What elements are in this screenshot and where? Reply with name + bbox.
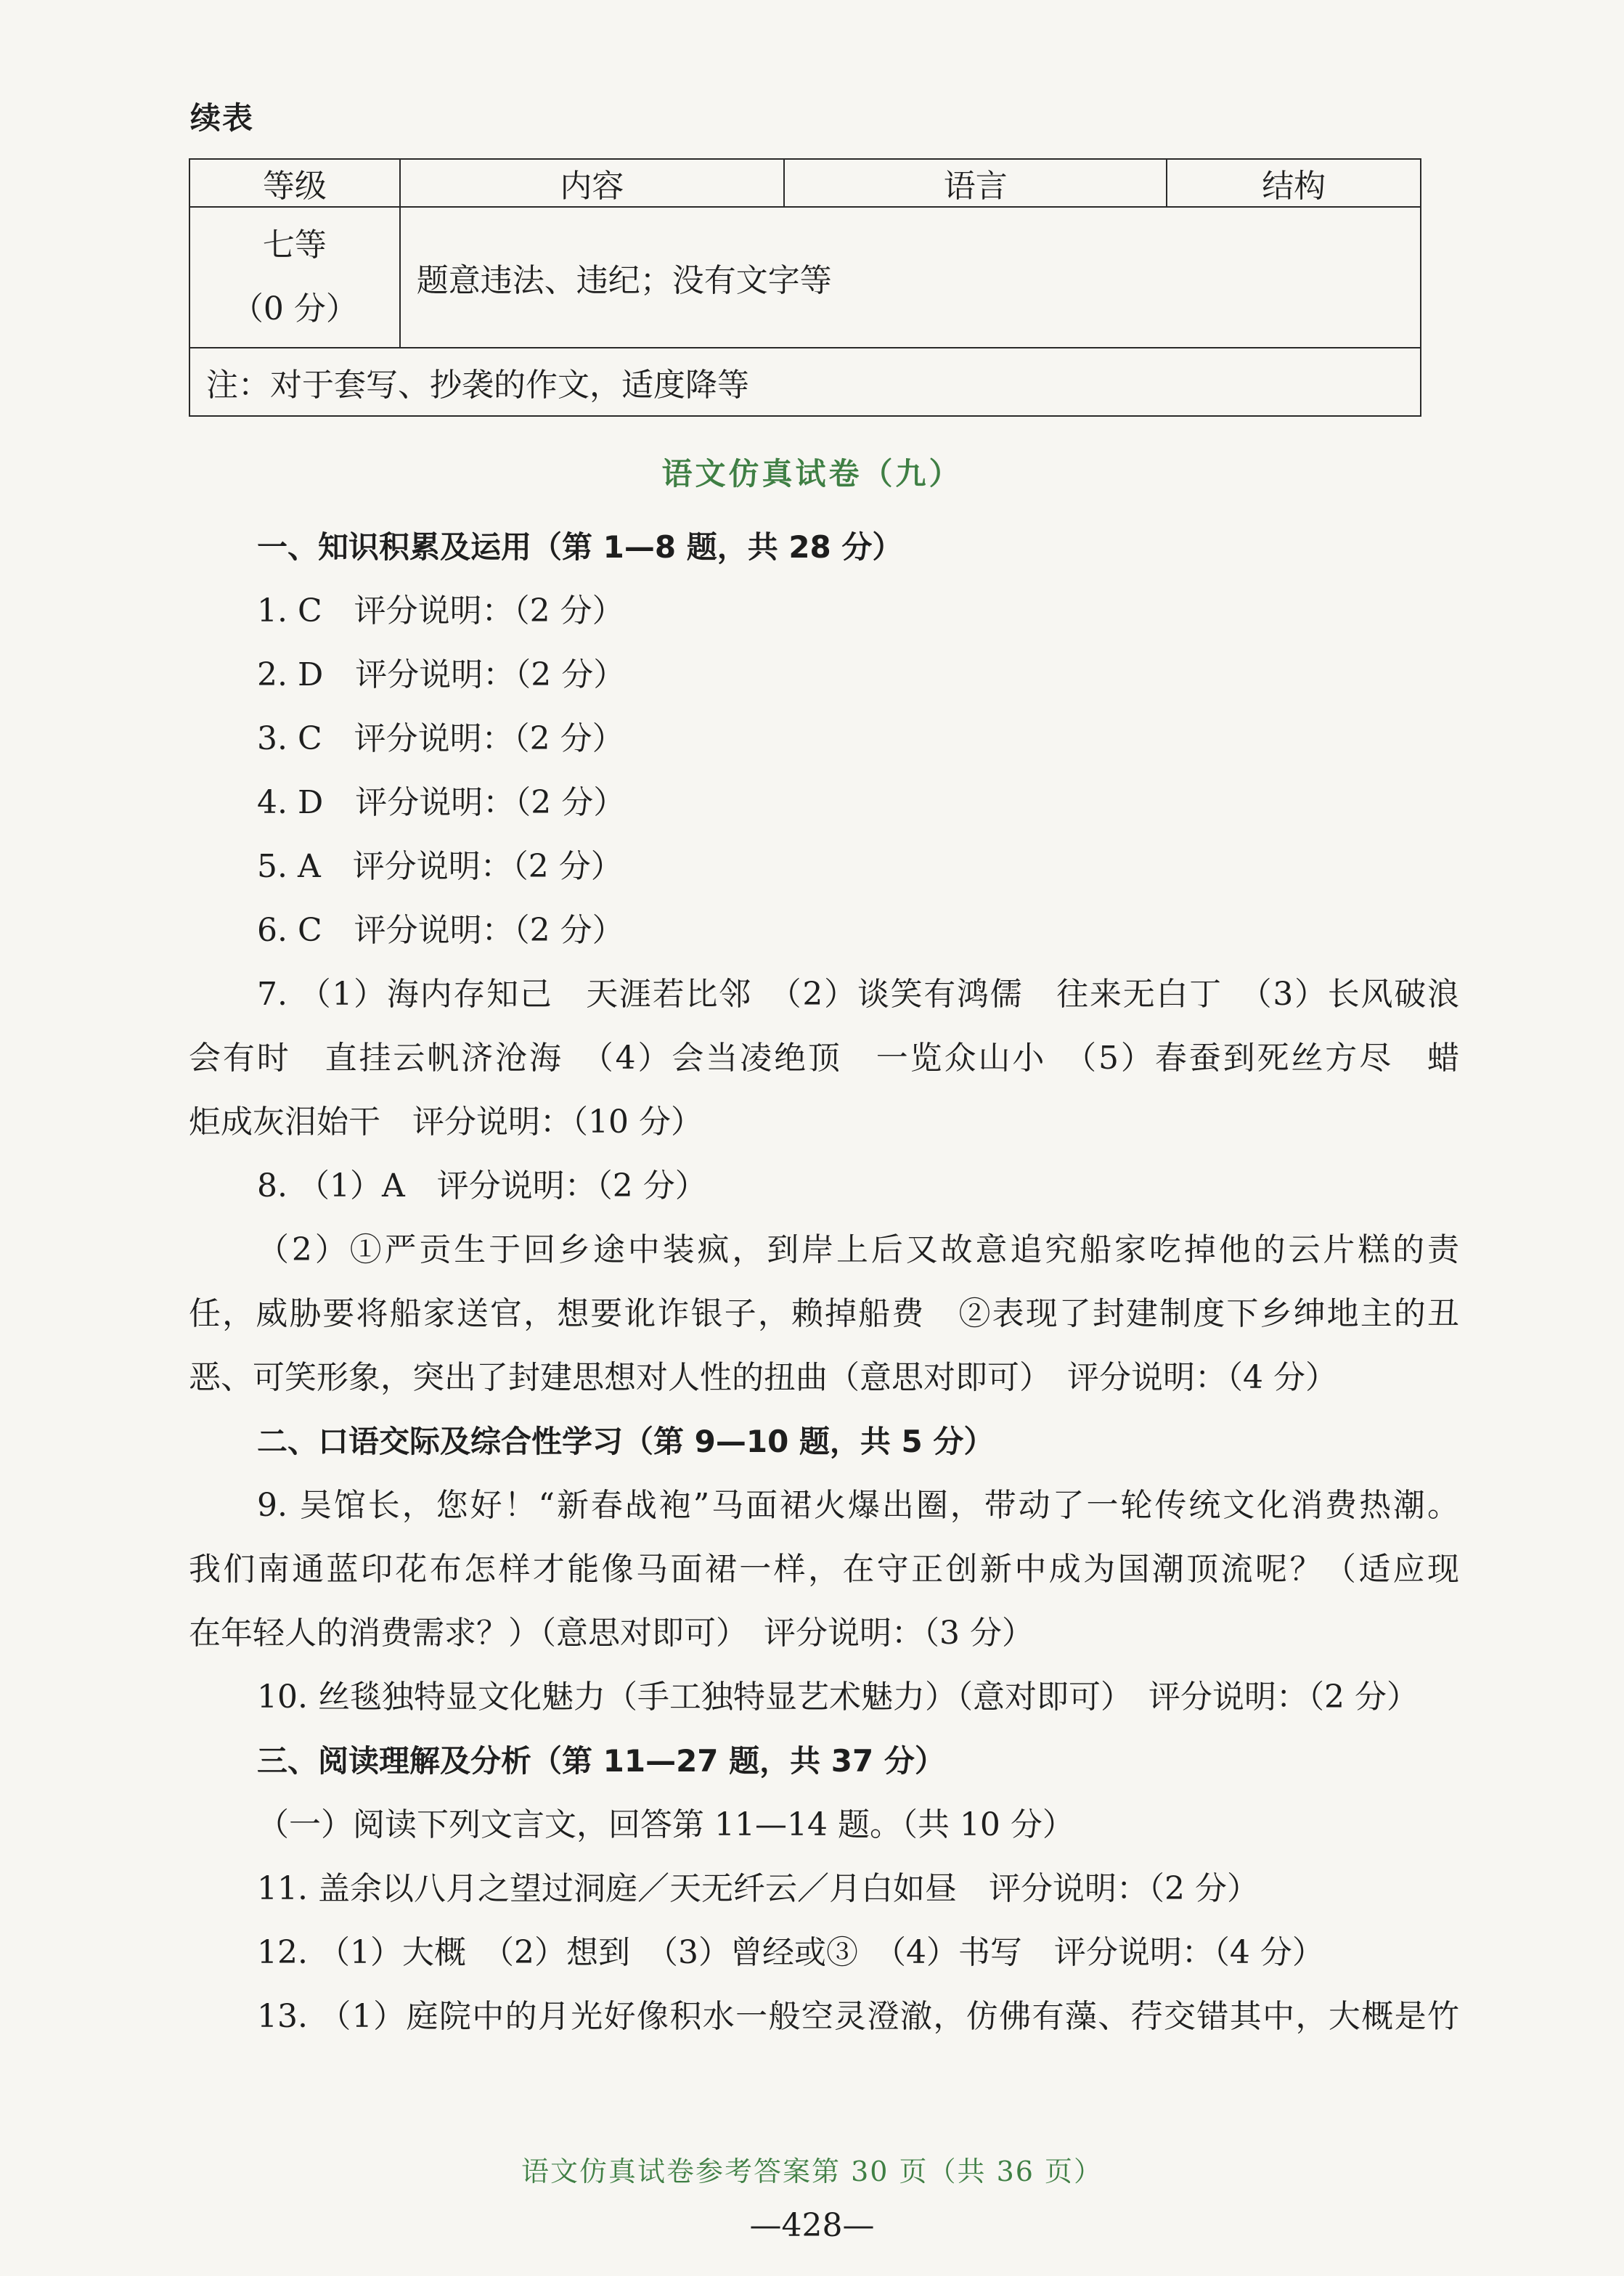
answer-line: 12. （1）大概 （2）想到 （3）曾经或③ （4）书写 评分说明：（4 分）	[257, 1934, 1324, 1971]
level-cell	[189, 207, 400, 348]
level-name: 七等	[262, 227, 327, 264]
section-heading-3: 三、阅读理解及分析（第 11—27 题，共 37 分）	[257, 1743, 945, 1779]
table-header-row	[189, 159, 1421, 207]
answer-line: 9. 吴馆长，您好！“新春战袍”马面裙火爆出圈，带动了一轮传统文化消费热潮。	[257, 1487, 1459, 1524]
answer-line: 3. C 评分说明：（2 分）	[257, 720, 624, 757]
answer-line: 我们南通蓝印花布怎样才能像马面裙一样，在守正创新中成为国潮顶流呢？（适应现	[189, 1551, 1459, 1588]
content-cell: 题意违法、违纪；没有文字等	[400, 207, 1421, 348]
header-structure: 结构	[1167, 159, 1421, 207]
answer-line: 任，威胁要将船家送官，想要讹诈银子，赖掉船费 ②表现了封建制度下乡绅地主的丑	[189, 1295, 1459, 1332]
answer-line: 8. （1）A 评分说明：（2 分）	[257, 1167, 707, 1204]
answer-line: 7. （1）海内存知己 天涯若比邻 （2）谈笑有鸿儒 往来无白丁 （3）长风破浪	[257, 976, 1459, 1013]
answer-line: 11. 盖余以八月之望过洞庭／天无纤云／月白如昼 评分说明：（2 分）	[257, 1870, 1259, 1907]
answer-line: 4. D 评分说明：（2 分）	[257, 784, 626, 821]
section-heading-2: 二、口语交际及综合性学习（第 9—10 题，共 5 分）	[257, 1424, 995, 1459]
header-content: 内容	[400, 159, 784, 207]
section-heading-1: 一、知识积累及运用（第 1—8 题，共 28 分）	[257, 529, 903, 565]
note-row	[189, 348, 1421, 416]
header-language: 语言	[784, 159, 1167, 207]
table-note: 注：对于套写、抄袭的作文，适度降等	[189, 348, 1421, 416]
answer-line: 10. 丝毯独特显文化魅力（手工独特显艺术魅力）（意对即可） 评分说明：（2 分）	[257, 1679, 1419, 1716]
answer-line: 会有时 直挂云帆济沧海 （4）会当凌绝顶 一览众山小 （5）春蚕到死丝方尽 蜡	[189, 1040, 1459, 1077]
answer-line: 5. A 评分说明：（2 分）	[257, 848, 623, 885]
page-footer: 语文仿真试卷参考答案第 30 页（共 36 页）	[521, 2155, 1103, 2187]
exam-title: 语文仿真试卷（九）	[661, 456, 963, 491]
answer-line: 2. D 评分说明：（2 分）	[257, 656, 626, 693]
answer-line: 1. C 评分说明：（2 分）	[257, 592, 624, 629]
answer-line: （一）阅读下列文言文，回答第 11—14 题。（共 10 分）	[257, 1806, 1074, 1843]
answer-line: 13. （1）庭院中的月光好像积水一般空灵澄澈，仿佛有藻、荇交错其中，大概是竹	[257, 1998, 1459, 2035]
grading-table	[189, 158, 1421, 417]
answer-line: （2）①严贡生于回乡途中装疯，到岸上后又故意追究船家吃掉他的云片糕的责	[257, 1231, 1459, 1268]
answer-line: 炬成灰泪始干 评分说明：（10 分）	[189, 1104, 703, 1141]
continued-table-label: 续表	[190, 100, 255, 136]
level-score: （0 分）	[231, 290, 358, 327]
table-row	[189, 207, 1421, 348]
answer-line: 6. C 评分说明：（2 分）	[257, 912, 624, 949]
page-number: —428—	[749, 2207, 875, 2244]
answer-line: 在年轻人的消费需求？）（意思对即可） 评分说明：（3 分）	[189, 1615, 1034, 1652]
answer-line: 恶、可笑形象，突出了封建思想对人性的扭曲（意思对即可） 评分说明：（4 分）	[189, 1359, 1337, 1396]
header-level: 等级	[189, 159, 400, 207]
answer-body	[189, 515, 1459, 2049]
